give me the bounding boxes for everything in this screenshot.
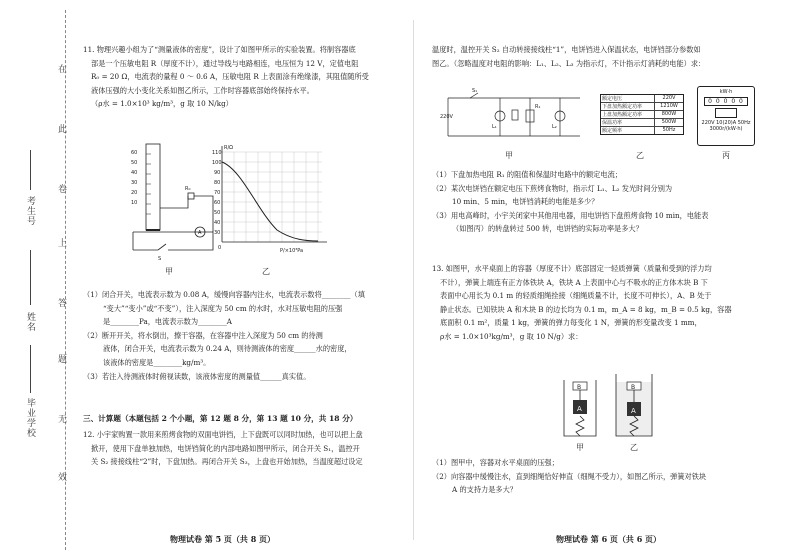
resistor-r2-icon — [512, 110, 518, 120]
svg-text:R₀: R₀ — [185, 186, 191, 192]
q11-line: 11. 物理兴趣小组为了“测量液体的密度”，设计了如图甲所示的实验装置。将制容器底 — [83, 45, 356, 54]
svg-text:70: 70 — [214, 190, 221, 196]
seal-char: 题 — [58, 355, 68, 365]
name-line — [30, 250, 31, 305]
question-12-continued — [432, 43, 777, 70]
svg-text:80: 80 — [214, 180, 221, 186]
spec-table — [600, 94, 684, 135]
candidate-line — [30, 150, 31, 190]
q13-part-line: （1）图甲中，容器对水平桌面的压强； — [432, 458, 559, 467]
seal-char: 无 — [58, 415, 68, 425]
q12-part-line: （如图丙）的转盘转过 500 转，电饼铛的实际功率是多大？ — [452, 224, 643, 234]
block-b-label: B — [631, 384, 636, 391]
q11-part-line: （1）闭合开关，电流表示数为 0.08 A，缓慢向容器内注水，电流表示数将________（填 — [83, 290, 365, 299]
figure-jia-label: 甲 — [165, 267, 173, 276]
question-11 — [83, 43, 403, 111]
q11-part-line: （2）断开开关，将水倒出，擦干容器，在容器中注入深度为 50 cm 的待测 — [83, 330, 323, 340]
q11-line: 部是一个压敏电阻 R（厚度不计），通过导线与电路相连，电压恒为 12 V，定值电阻 — [91, 58, 359, 68]
figure-13-jia-label: 甲 — [576, 443, 584, 452]
block-b-label: B — [577, 384, 582, 391]
q11-part-line: “变大”“变小”或“不变”），注入深度为 50 cm 的水时，水对压敏电阻的压强 — [103, 303, 343, 313]
spec-key: 下盘加热额定功率 — [602, 104, 643, 110]
spec-key: 上盘加热额定功率 — [602, 112, 643, 118]
school-label: 毕业学校 — [25, 398, 35, 438]
spec-row — [601, 119, 683, 127]
spec-key: 额定电压 — [602, 96, 623, 102]
spec-key: 保温功率 — [602, 120, 623, 126]
x-axis-label: P/×10³Pa — [280, 248, 304, 254]
spec-key: 额定频率 — [602, 128, 623, 134]
svg-text:50: 50 — [214, 210, 221, 216]
q12-line: 关 S₂ 接接线柱“2”时，下盘加热。再闭合开关 S₃，上盘也开始加热，当温度超过设定 — [91, 457, 363, 467]
q12-cont-line: 温度时，温控开关 S₂ 自动转接接线柱“1”，电饼铛进入保温状态，电饼铛部分参数如 — [432, 45, 701, 54]
question-12 — [83, 428, 413, 469]
question-13-parts — [432, 456, 777, 497]
figure-13-yi-label: 乙 — [630, 443, 638, 452]
svg-text:50: 50 — [131, 160, 138, 166]
spec-row — [601, 111, 683, 119]
q12-part-line: （1）下盘加热电阻 R₁ 的阻值和保温时电路中的额定电流； — [432, 170, 622, 179]
svg-text:100: 100 — [212, 160, 222, 166]
page-divider — [413, 20, 414, 540]
q13-line: 表面中心用长为 0.1 m 的轻质细绳拴接（细绳质量不计，长度不可伸长），A、B 处于 — [440, 291, 712, 301]
seal-char: 上 — [58, 239, 68, 249]
q11-part-line: 液体，闭合开关，电流表示数为 0.24 A，则待测液体的密度______水的密度， — [103, 344, 352, 354]
spec-row — [601, 103, 683, 111]
section-3-heading — [83, 412, 413, 426]
candidate-number-label: 考生号 — [25, 196, 35, 226]
switch-icon — [158, 244, 166, 250]
figure-12-bing-label: 丙 — [722, 151, 730, 160]
q13-line: ρ水 = 1.0×10³kg/m³，g 取 10 N/g）求： — [440, 331, 583, 341]
svg-text:30: 30 — [131, 180, 138, 186]
block-a-label: A — [577, 405, 582, 413]
meter-disc-icon — [715, 108, 737, 118]
q13-line: 底面积 0.1 m²，质量 1 kg，弹簧的弹力每变化 1 N，弹簧的形变量改变 1 mm， — [440, 318, 702, 328]
q12-line: 12. 小宇家购置一款用来煎烤食物的双面电饼铛，上下盘既可以同时加热，也可以把上盘 — [83, 430, 363, 439]
q12-line: 掀开，使用下盘单独加热，电饼铛简化的内部电路如图甲所示，闭合开关 S₁，温控开 — [91, 443, 360, 453]
svg-text:60: 60 — [214, 200, 221, 206]
seal-char: 效 — [58, 473, 68, 483]
svg-text:L₁: L₁ — [492, 124, 497, 130]
svg-text:A: A — [198, 230, 202, 236]
page-footer-right: 物理试卷 第 6 页（共 6 页） — [556, 534, 662, 544]
figure-12-yi-label: 乙 — [636, 151, 644, 160]
section-3-title: 三、计算题（本题包括 2 个小题，第 12 题 8 分，第 13 题 10 分，共 18 分） — [83, 414, 358, 423]
q13-part-line: （2）向容器中缓慢注水，直到细绳恰好伸直（细绳不受力），如图乙所示，弹簧对铁块 — [432, 471, 707, 481]
figure-13-jia — [560, 378, 600, 440]
svg-text:0: 0 — [218, 245, 222, 251]
spring-icon — [576, 416, 584, 436]
svg-text:S: S — [158, 256, 162, 262]
block-a-label: A — [631, 407, 636, 415]
meter-title: kW·h — [719, 89, 733, 95]
graduated-cylinder — [146, 144, 160, 230]
name-label: 姓名 — [25, 312, 35, 332]
svg-text:110: 110 — [212, 150, 222, 156]
energy-meter — [697, 86, 755, 146]
svg-text:S₁: S₁ — [472, 88, 478, 94]
meter-digits: 0 0 0 0 0 — [704, 97, 748, 106]
svg-text:40: 40 — [131, 170, 138, 176]
seal-char: 答 — [58, 299, 68, 309]
spec-value: 50Hz — [654, 127, 683, 134]
figure-12-jia-label: 甲 — [505, 151, 513, 160]
spec-value: 500W — [654, 119, 683, 126]
svg-text:90: 90 — [214, 170, 221, 176]
spec-value: 220V — [654, 95, 683, 102]
resistor-r0 — [188, 193, 194, 199]
q12-part-line: （3）用电高峰时，小宇关闭家中其他用电器，用电饼铛下盘煎烤食物 10 min，电能表 — [432, 210, 709, 220]
q11-line: （ρ水 = 1.0×10³ kg/m³，g 取 10 N/kg） — [91, 99, 233, 109]
q11-part-line: （3）若注入待测液体时俯视读数，该液体密度的测量值______真实值。 — [83, 371, 311, 381]
q11-line: 液体压强的大小变化关系如图乙所示，工作时容器底部始终保持水平。 — [91, 85, 314, 95]
q11-part-line: 是________Pa，电流表示数为________A — [103, 317, 232, 327]
q12-part-line: （2）某次电饼铛在额定电压下煎烤食物时，指示灯 L₁、L₂ 发光时间分别为 — [432, 183, 673, 193]
seal-char: 卷 — [58, 185, 68, 195]
seal-char: 此 — [58, 125, 68, 135]
seal-dashed-line — [65, 10, 66, 550]
question-13 — [432, 262, 777, 344]
q12-part-line: 10 min、5 min，电饼铛消耗的电能是多少？ — [452, 197, 599, 207]
q13-line: 静止状态。已知铁块 A 和木块 B 的边长均为 0.1 m，m_A = 8 kg，m_B = 0.5 kg，容器 — [440, 304, 732, 314]
figure-12-jia-circuit — [440, 86, 585, 148]
question-12-parts — [432, 168, 777, 236]
svg-text:20: 20 — [131, 190, 138, 196]
svg-text:40: 40 — [214, 220, 221, 226]
figure-13-yi — [612, 372, 656, 440]
svg-text:60: 60 — [131, 150, 138, 156]
q13-line: 13. 如图甲，水平桌面上的容器（厚度不计）底部固定一轻质弹簧（质量和受到的浮力均 — [432, 264, 712, 273]
q12-cont-line: 图乙。（忽略温度对电阻的影响：L₁、L₂、L₃ 为指示灯，不计指示灯消耗的电能）求： — [432, 58, 706, 68]
svg-text:30: 30 — [214, 230, 221, 236]
meter-spec: 220V 10(20)A 50Hz — [701, 120, 751, 126]
question-11-parts — [83, 288, 413, 383]
spec-row — [601, 95, 683, 103]
spec-value: 1210W — [654, 103, 683, 110]
q13-line: 不计），弹簧上端连有正方体铁块 A，铁块 A 上表面中心与不吸水的正方体木块 B 下 — [440, 277, 708, 287]
figure-yi-label: 乙 — [262, 267, 270, 276]
svg-text:220V: 220V — [440, 114, 453, 120]
q11-line: R₀ = 20 Ω，电流表的量程 0 ～ 0.6 A，压敏电阻 R 上表面涂有绝缘漆，其阻值随所受 — [91, 72, 369, 82]
q11-part-line: 该液体的密度是________kg/m³。 — [103, 357, 211, 367]
spec-value: 800W — [654, 111, 683, 118]
y-axis-label: R/Ω — [224, 145, 233, 151]
meter-revolutions: 3000r/(kW·h) — [709, 126, 743, 132]
figure-yi-graph — [202, 140, 337, 270]
school-line — [30, 345, 31, 393]
q13-part-line: A 的支持力是多大？ — [452, 485, 517, 495]
svg-text:10: 10 — [131, 200, 138, 206]
spec-row — [601, 127, 683, 134]
seal-char: 在 — [58, 65, 68, 75]
svg-text:R₁: R₁ — [535, 104, 541, 110]
svg-text:L₂: L₂ — [552, 124, 557, 130]
page-footer-left: 物理试卷 第 5 页（共 8 页） — [170, 534, 276, 544]
